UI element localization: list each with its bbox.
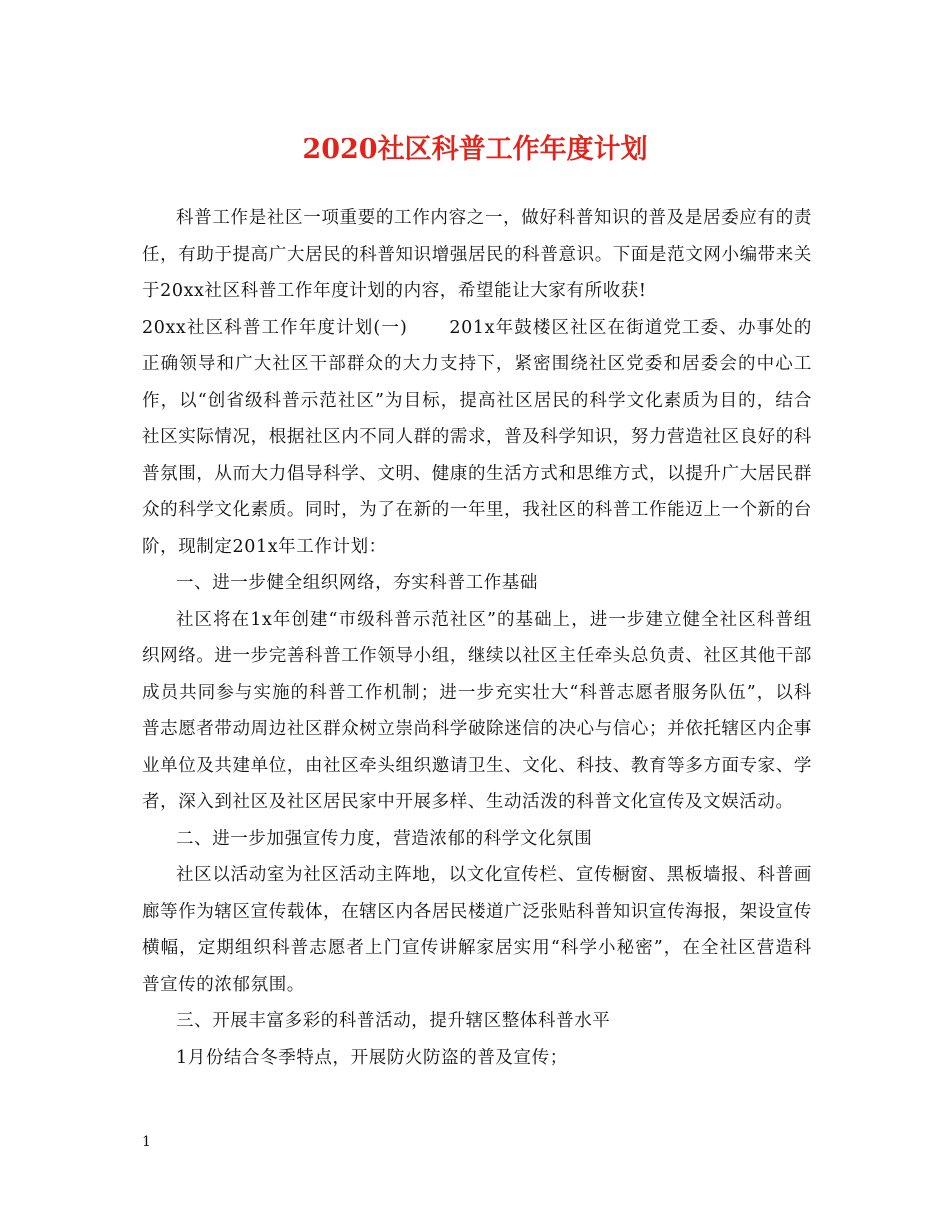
intro-paragraph: 科普工作是社区一项重要的工作内容之一，做好科普知识的普及是居委应有的责任，有助于提高广大居民的科普知识增强居民的科普意识。下面是范文网小编带来关于20xx社区科普工作年度计划的内容，希望能让大家有所收获! <box>142 208 812 301</box>
section3-item-1: 1月份结合冬季特点，开展防火防盗的普及宣传； <box>176 1047 568 1068</box>
document-title: 2020社区科普工作年度计划 <box>302 134 648 165</box>
document-body <box>142 200 812 1076</box>
section1-paragraph: 社区将在1x年创建“市级科普示范社区”的基础上，进一步建立健全社区科普组织网络。进一步完善科普工作领导小组，继续以社区主任牵头总负责、社区其他干部成员共同参与实施的科普工作机制；进一步充实壮大“科普志愿者服务队伍”，以科普志愿者带动周边社区群众树立崇尚科学破除迷信的决心与信心；并依托辖区内企事业单位及共建单位，由社区牵头组织邀请卫生、文化、科技、教育等多方面专家、学者，深入到社区及社区居民家中开展多样、生动活泼的科普文化宣传及文娱活动。 <box>142 609 812 812</box>
page-number: 1 <box>142 1134 151 1150</box>
section2-paragraph: 社区以活动室为社区活动主阵地，以文化宣传栏、宣传橱窗、黑板墙报、科普画廊等作为辖区宣传载体，在辖区内各居民楼道广泛张贴科普知识宣传海报，架设宣传横幅，定期组织科普志愿者上门宣传讲解家居实用“科学小秘密”，在全社区营造科普宣传的浓郁氛围。 <box>142 865 812 995</box>
section3-heading: 三、开展丰富多彩的科普活动，提升辖区整体科普水平 <box>176 1011 611 1031</box>
plan-heading: 20xx社区科普工作年度计划(一) <box>142 317 408 338</box>
plan-text: 201x年鼓楼区社区在街道党工委、办事处的正确领导和广大社区干部群众的大力支持下，紧密围绕社区党委和居委会的中心工作，以“创省级科普示范社区”为目标，提高社区居民的科学文化素质为目的，结合社区实际情况，根据社区内不同人群的需求，普及科学知识，努力营造社区良好的科普氛围，从而大力倡导科学、文明、健康的生活方式和思维方式，以提升广大居民群众的科学文化素质。同时，为了在新的一年里，我社区的科普工作能迈上一个新的台阶，现制定201x年工作计划： <box>142 317 812 557</box>
section2-heading: 二、进一步加强宣传力度，营造浓郁的科学文化氛围 <box>176 828 593 849</box>
plan-paragraph <box>142 310 812 566</box>
section1-heading: 一、进一步健全组织网络，夯实科普工作基础 <box>176 573 538 593</box>
